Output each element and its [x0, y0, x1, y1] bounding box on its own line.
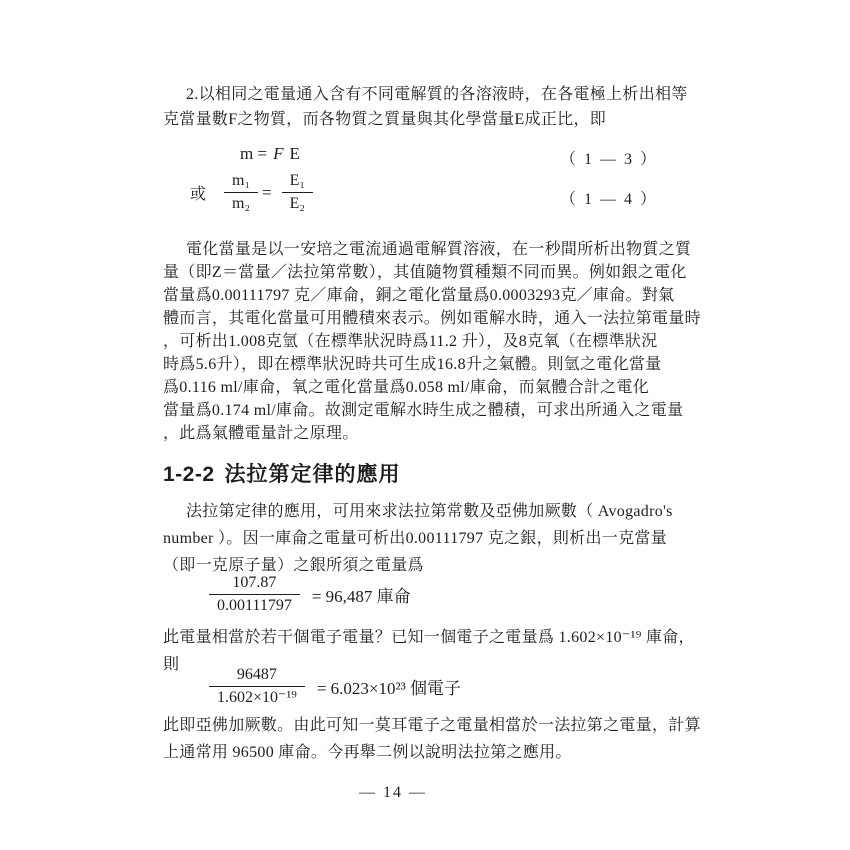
- silver-fraction: [209, 574, 300, 615]
- paragraph-3: [163, 498, 715, 579]
- text-line: 當量爲0.174 ml/庫侖。故測定電解水時生成之體積，可求出所通入之電量: [163, 402, 684, 419]
- text-line: number ）。因一庫侖之電量可析出0.00111797 克之銀，則析出一克當量: [163, 530, 667, 547]
- text-line: 體而言，其電化當量可用體積來表示。例如電解水時，通入一法拉第電量時: [163, 310, 701, 327]
- section-heading: [163, 458, 715, 488]
- silver-numerator: 107.87: [232, 574, 277, 591]
- avogadro-denominator: 1.602×10⁻¹⁹: [209, 686, 305, 707]
- section-title: 法拉第定律的應用: [224, 463, 401, 486]
- eq14-numerator-right: E₁: [289, 172, 305, 189]
- avogadro-result: = 6.023×10²³ 個電子: [316, 679, 461, 698]
- equation-1-3-number: （ 1 — 3 ）: [560, 151, 659, 168]
- text-line: 上通常用 96500 庫侖。今再舉二例以說明法拉第之應用。: [163, 744, 572, 761]
- equation-1-4-number: （ 1 — 4 ）: [560, 191, 659, 208]
- eq14-denominator-left: m₂: [224, 192, 258, 213]
- eq14-fraction-right: [282, 172, 313, 213]
- text-line: 電化當量是以一安培之電流通過電解質溶液，在一秒間所析出物質之質: [186, 241, 692, 258]
- text-line: （即一克原子量）之銀所須之電量爲: [163, 557, 424, 574]
- eq14-equals: =: [262, 182, 272, 202]
- eq13-faraday-symbol: F: [273, 144, 284, 163]
- text-line: 此即亞佛加厥數。由此可知一莫耳電子之電量相當於一法拉第之電量，計算: [163, 717, 701, 734]
- eq14-fraction-left: [224, 172, 258, 213]
- paragraph-5: [163, 712, 715, 766]
- text-line: ，可析出1.008克氫（在標準狀況時爲11.2 升），及8克氧（在標準狀況: [163, 333, 658, 350]
- page-number: — 14 —: [359, 784, 427, 801]
- silver-denominator: 0.00111797: [209, 594, 300, 615]
- section-number: 1-2-2: [163, 463, 215, 486]
- text-line: 當量爲0.00111797 克／庫侖，銅之電化當量爲0.0003293克／庫侖。對氣: [163, 287, 675, 304]
- eq13-lhs: m =: [240, 144, 268, 163]
- equation-silver-coulombs: [205, 574, 411, 615]
- eq14-prefix: 或: [190, 186, 207, 203]
- eq14-numerator-left: m₁: [232, 172, 251, 189]
- text-line: ，此爲氣體電量計之原理。: [163, 425, 359, 442]
- avogadro-numerator: 96487: [236, 666, 277, 683]
- text-line: 法拉第定律的應用，可用來求法拉第常數及亞佛加厥數（ Avogadro's: [186, 503, 673, 520]
- paragraph-1: [163, 82, 715, 132]
- paragraph-2: [163, 238, 715, 445]
- text-line: 此電量相當於若干個電子電量？已知一個電子之電量爲 1.602×10⁻¹⁹ 庫侖，: [163, 629, 695, 646]
- silver-result: = 96,487 庫侖: [311, 587, 411, 606]
- eq13-rhs: E: [289, 144, 300, 163]
- equation-1-4: [190, 172, 317, 213]
- avogadro-fraction: [209, 666, 305, 707]
- equation-avogadro-number: [205, 666, 461, 707]
- text-line: 時爲5.6升），即在標準狀況時共可生成16.8升之氣體。則氫之電化當量: [163, 356, 662, 373]
- text-line: 量（即Z＝當量／法拉第常數），其值隨物質種類不同而異。例如銀之電化: [163, 264, 687, 281]
- text-line: 則: [163, 656, 180, 673]
- equation-1-3: [240, 144, 300, 164]
- text-line: 2.以相同之電量通入含有不同電解質的各溶液時，在各電極上析出相等: [186, 86, 688, 103]
- text-line: 爲0.116 ml/庫侖，氧之電化當量爲0.058 ml/庫侖，而氣體合計之電化: [163, 379, 650, 396]
- text-line: 克當量數F之物質，而各物質之質量與其化學當量E成正比，即: [163, 111, 607, 128]
- eq14-denominator-right: E₂: [282, 192, 313, 213]
